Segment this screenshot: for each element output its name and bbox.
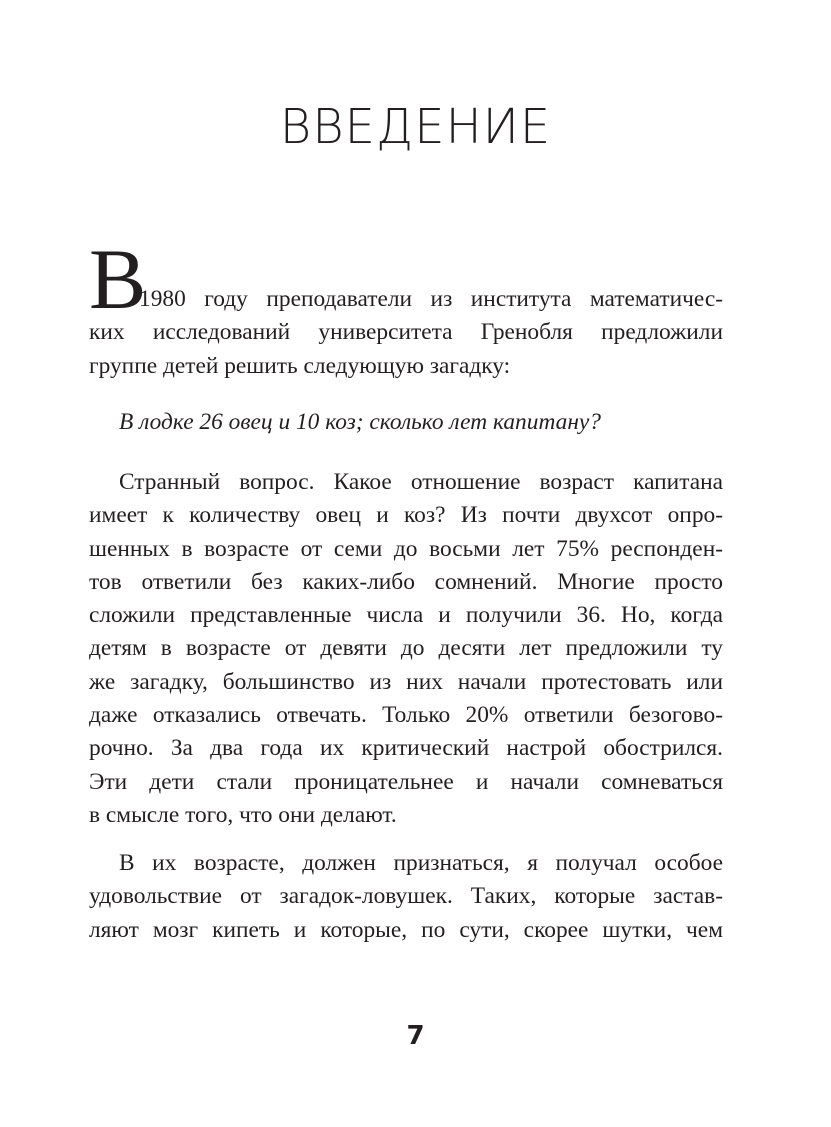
text-line: детям в возрасте от девяти до десяти лет предложили ту (89, 635, 723, 662)
text-line: шенных в возрасте от семи до восьми лет 75% респонден- (89, 535, 723, 562)
paragraph-discussion (89, 466, 723, 832)
riddle-quote: В лодке 26 овец и 10 коз; сколько лет капитану? (119, 409, 601, 435)
text-line: 1980 году преподаватели из института математичес- (139, 286, 723, 312)
text-line: даже отказались отвечать. Только 20% ответили безогово- (89, 702, 723, 729)
paragraph-intro (89, 283, 723, 383)
chapter-title: ВВЕДЕНИЕ (279, 99, 552, 155)
page-number: 7 (406, 1021, 425, 1051)
text-line: ких исследований университета Гренобля предложили (89, 319, 723, 346)
drop-cap: В (89, 231, 147, 327)
text-line: же загадку, большинство из них начали протестовать или (89, 668, 723, 695)
text-line: Странный вопрос. Какое отношение возраст капитана (119, 469, 723, 495)
text-line: имеет к количеству овец и коз? Из почти двухсот опро- (89, 502, 723, 529)
text-line: в смысле того, что они делают. (89, 801, 397, 828)
text-line: Эти дети стали проницательнее и начали сомневаться (89, 768, 723, 795)
text-line: группе детей решить следующую загадку: (89, 352, 511, 379)
text-line: удовольствие от загадок-ловушек. Таких, которые застав- (89, 883, 723, 910)
paragraph-author (89, 847, 723, 947)
text-line: В их возрасте, должен признаться, я получал особое (119, 850, 723, 876)
text-line: ляют мозг кипеть и которые, по сути, скорее шутки, чем (89, 916, 723, 943)
text-line: тов ответили без каких-либо сомнений. Многие просто (89, 568, 723, 595)
text-line: сложили представленные числа и получили 36. Но, когда (89, 602, 723, 629)
text-line: рочно. За два года их критический настрой обострился. (89, 735, 723, 762)
